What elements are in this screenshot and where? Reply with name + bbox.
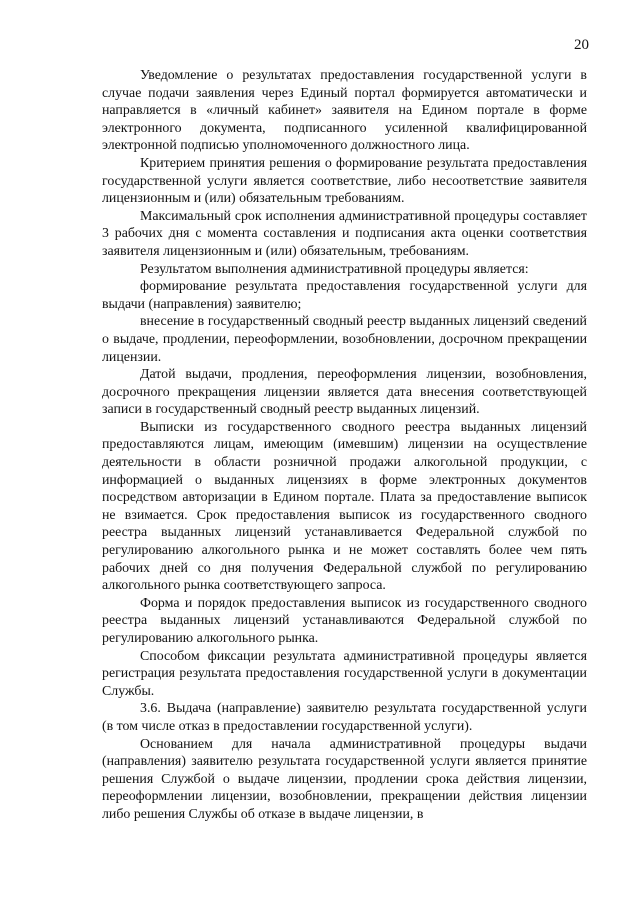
paragraph-procedure-result: Результатом выполнения административной процедуры является: (140, 261, 529, 277)
paragraph-decision-criterion: Критерием принятия решения о формирование результата предоставления государственной услуги является соответствие, либо несоответствие заявителя лицензионным и (или) обязательным требованиям. (102, 155, 587, 207)
paragraph-result-forming: формирование результата предоставления государственной услуги для выдачи (направления) заявителю; (102, 279, 587, 312)
paragraph-fixation-method: Способом фиксации результата административной процедуры является регистрация результата предоставления государственной услуги в документации Службы. (102, 648, 587, 699)
paragraph-issue-date: Датой выдачи, продления, переоформления лицензии, возобновления, досрочного прекращения лицензии является дата внесения соответствующей записи в государственный сводный реестр выданных лицензий. (102, 367, 587, 418)
page-number: 20 (574, 37, 589, 53)
paragraph-notification: Уведомление о результатах предоставления государственной услуги в случае подачи заявления через Единый портал формируется автоматически и направляется в «личный кабинет» заявителя на Едином портале в форме электронного документа, подписанного усиленной квалифицированной электронной подписью уполномоченного должностного лица. (102, 68, 587, 154)
paragraph-max-term: Максимальный срок исполнения административной процедуры составляет 3 рабочих дня с момента составления и подписания акта оценки соответствия заявителя лицензионным и (или) обязательным, требованиям. (102, 208, 587, 259)
paragraph-issue-basis: Основанием для начала административной процедуры выдачи (направления) заявителю результата государственной услуги является принятие решения Службой о выдаче лицензии, продлении срока действия лицензии, переоформлении лицензии, возобновлении, прекращении действия лицензии либо решения Службы об отказе в выдаче лицензии, в (102, 736, 587, 822)
paragraph-registry-extracts: Выписки из государственного сводного реестра выданных лицензий предоставляются лицам, имеющим (имевшим) лицензии на осуществление деятельности в области розничной продажи алкогольной продукции, с информацией о выданных лицензиях в форме электронных документов посредством авторизации в Едином портале. Плата за предоставление выписок не взимается. Срок предоставления выписок из государственного сводного реестра выданных лицензий устанавливается Федеральной службой по регулированию алкогольного рынка и не может составлять более чем пять рабочих дней со дня получения Федеральной службой по регулированию алкогольного рынка соответствующего запроса. (102, 419, 587, 594)
section-heading-3-6: 3.6. Выдача (направление) заявителю результата государственной услуги (в том числе отказ в предоставлении государственной услуги). (102, 701, 587, 734)
paragraph-registry-entry: внесение в государственный сводный реестр выданных лицензий сведений о выдаче, продлении, переоформлении, возобновлении, досрочном прекращении лицензии. (102, 314, 587, 365)
document-body (102, 67, 587, 824)
paragraph-extract-form: Форма и порядок предоставления выписок из государственного сводного реестра выданных лицензий устанавливаются Федеральной службой по регулированию алкогольного рынка. (102, 595, 587, 646)
